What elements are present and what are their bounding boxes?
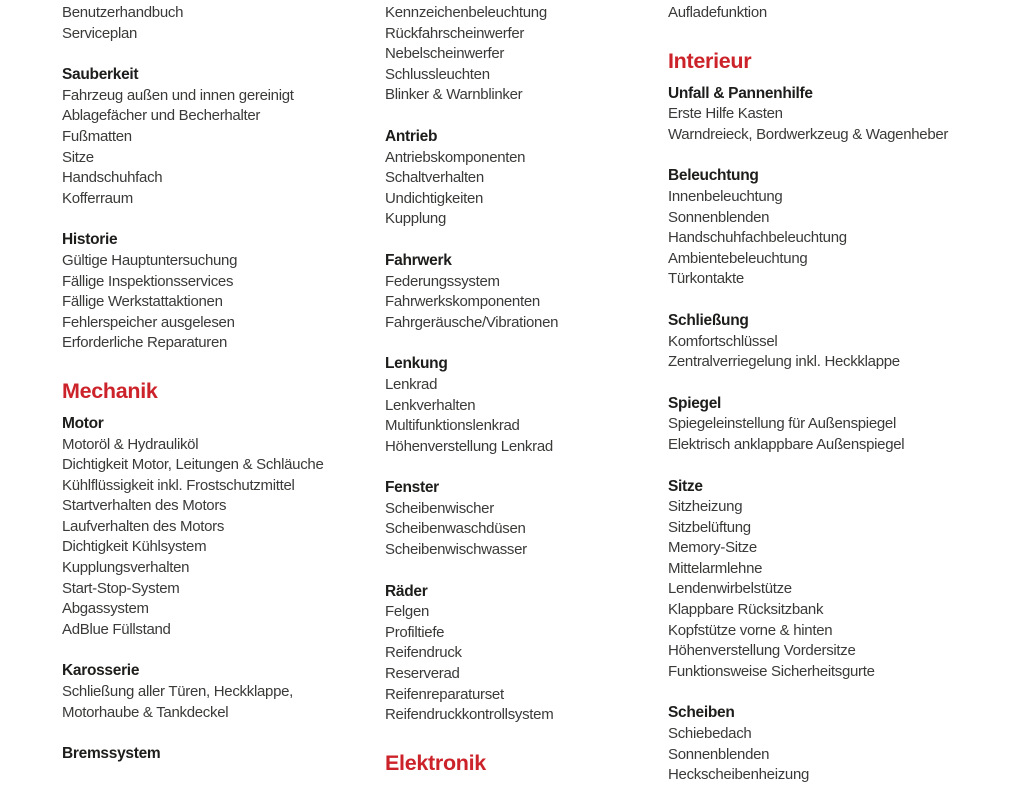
checklist-item: Federungssystem: [385, 272, 500, 290]
checklist-item: Dichtigkeit Motor, Leitungen & Schläuche: [62, 456, 324, 474]
checklist-item: Kopfstütze vorne & hinten: [668, 621, 833, 639]
section-heading: Spiegel: [668, 394, 722, 412]
checklist-item: Mittelarmlehne: [668, 559, 763, 577]
checklist-item: Serviceplan: [62, 24, 138, 42]
checklist-column-left: [62, 3, 377, 765]
checklist-item: Spiegeleinstellung für Außenspiegel: [668, 415, 896, 433]
checklist-item: Motoröl & Hydrauliköl: [62, 435, 199, 453]
section-heading: Sauberkeit: [62, 66, 139, 84]
checklist-column-middle: [385, 3, 700, 786]
checklist-item: Innenbeleuchtung: [668, 187, 783, 205]
checklist-item: Fahrzeug außen und innen gereinigt: [62, 86, 294, 104]
checklist-item: Fußmatten: [62, 127, 132, 145]
section-heading: Scheiben: [668, 704, 735, 722]
checklist-item: Reifendruckkontrollsystem: [385, 706, 554, 724]
checklist-item: Ambientebeleuchtung: [668, 249, 808, 267]
category-heading: Elektronik: [385, 750, 486, 775]
checklist-item: Laufverhalten des Motors: [62, 517, 225, 535]
checklist-item: Profiltiefe: [385, 623, 445, 641]
checklist-item: Fällige Werkstattaktionen: [62, 293, 223, 311]
section-heading: Räder: [385, 582, 428, 600]
checklist-item: Warndreieck, Bordwerkzeug & Wagenheber: [668, 125, 949, 143]
checklist-item: Aufladefunktion: [668, 4, 767, 21]
checklist-item: Türkontakte: [668, 270, 744, 288]
section-heading: Sitze: [668, 477, 703, 495]
checklist-item: Nebelscheinwerfer: [385, 45, 505, 63]
checklist-item: Kupplung: [385, 210, 446, 228]
checklist-item: Höhenverstellung Vordersitze: [668, 642, 856, 660]
section-heading: Lenkung: [385, 355, 448, 373]
checklist-item: Benutzerhandbuch: [62, 4, 184, 21]
checklist-item: Funktionsweise Sicherheitsgurte: [668, 662, 875, 680]
checklist-item: Lendenwirbelstütze: [668, 580, 792, 598]
checklist-item: Schiebedach: [668, 725, 752, 743]
checklist-item: Sonnenblenden: [668, 745, 770, 763]
checklist-item: Multifunktionslenkrad: [385, 417, 520, 435]
checklist-item: Komfortschlüssel: [668, 332, 778, 350]
checklist-item: Elektrisch anklappbare Außenspiegel: [668, 435, 905, 453]
checklist-item: Höhenverstellung Lenkrad: [385, 437, 553, 455]
checklist-item: Fahrgeräusche/Vibrationen: [385, 313, 559, 331]
checklist-item: Motorhaube & Tankdeckel: [62, 703, 229, 721]
checklist-item: Reserverad: [385, 665, 460, 683]
checklist-item: Abgassystem: [62, 600, 149, 618]
checklist-item: Blinker & Warnblinker: [385, 86, 523, 104]
checklist-item: Lenkverhalten: [385, 396, 476, 414]
checklist-item: Kupplungsverhalten: [62, 559, 190, 577]
section-heading: Fahrwerk: [385, 251, 452, 269]
checklist-item: Sitzbelüftung: [668, 518, 751, 536]
checklist-item: Felgen: [385, 603, 430, 621]
checklist-item: Sitzheizung: [668, 498, 743, 516]
checklist-item: Schlussleuchten: [385, 65, 490, 83]
checklist-item: Fehlerspeicher ausgelesen: [62, 313, 235, 331]
checklist-item: Fällige Inspektionsservices: [62, 272, 234, 290]
checklist-item: Kennzeichenbeleuchtung: [385, 4, 547, 21]
checklist-item: Scheibenwischer: [385, 499, 494, 517]
checklist-item: Ablagefächer und Becherhalter: [62, 107, 261, 125]
checklist-item: Lenkrad: [385, 375, 438, 393]
category-heading: Mechanik: [62, 378, 158, 403]
checklist-item: Startverhalten des Motors: [62, 497, 227, 515]
checklist-item: Fahrwerkskomponenten: [385, 293, 540, 311]
checklist-item: Handschuhfach: [62, 169, 163, 187]
checklist-item: Undichtigkeiten: [385, 189, 484, 207]
checklist-item: Memory-Sitze: [668, 539, 757, 557]
checklist-item: Start-Stop-System: [62, 579, 180, 597]
checklist-item: Kofferraum: [62, 189, 133, 207]
section-heading: Schließung: [668, 311, 749, 329]
checklist-item: Schließung aller Türen, Heckklappe,: [62, 683, 294, 701]
checklist-item: Handschuhfachbeleuchtung: [668, 229, 847, 247]
checklist-item: Erforderliche Reparaturen: [62, 334, 228, 352]
checklist-column-right: [668, 3, 983, 786]
section-heading: Antrieb: [385, 127, 438, 145]
checklist-item: Gültige Hauptuntersuchung: [62, 251, 238, 269]
checklist-item: Dichtigkeit Kühlsystem: [62, 538, 207, 556]
checklist-item: AdBlue Füllstand: [62, 620, 171, 638]
checklist-item: Schaltverhalten: [385, 169, 484, 187]
checklist-item: Sonnenblenden: [668, 208, 770, 226]
checklist-item: Reifendruck: [385, 644, 462, 662]
checklist-item: Sitze: [62, 148, 94, 166]
checklist-item: Klappbare Rücksitzbank: [668, 601, 824, 619]
section-heading: Unfall & Pannenhilfe: [668, 84, 813, 102]
section-heading: Beleuchtung: [668, 167, 759, 185]
checklist-item: Heckscheibenheizung: [668, 766, 810, 784]
checklist-item: Scheibenwaschdüsen: [385, 520, 526, 538]
checklist-item: Scheibenwischwasser: [385, 541, 527, 559]
section-heading: Bremssystem: [62, 745, 161, 763]
checklist-item: Reifenreparaturset: [385, 685, 504, 703]
category-heading: Interieur: [668, 48, 752, 73]
section-heading: Historie: [62, 231, 118, 249]
checklist-item: Erste Hilfe Kasten: [668, 105, 783, 123]
checklist-item: Zentralverriegelung inkl. Heckklappe: [668, 353, 900, 371]
section-heading: Karosserie: [62, 662, 140, 680]
section-heading: Motor: [62, 414, 104, 432]
checklist-item: Kühlflüssigkeit inkl. Frostschutzmittel: [62, 476, 295, 494]
checklist-item: Antriebskomponenten: [385, 148, 526, 166]
checklist-item: Rückfahrscheinwerfer: [385, 24, 525, 42]
section-heading: Fenster: [385, 479, 439, 497]
